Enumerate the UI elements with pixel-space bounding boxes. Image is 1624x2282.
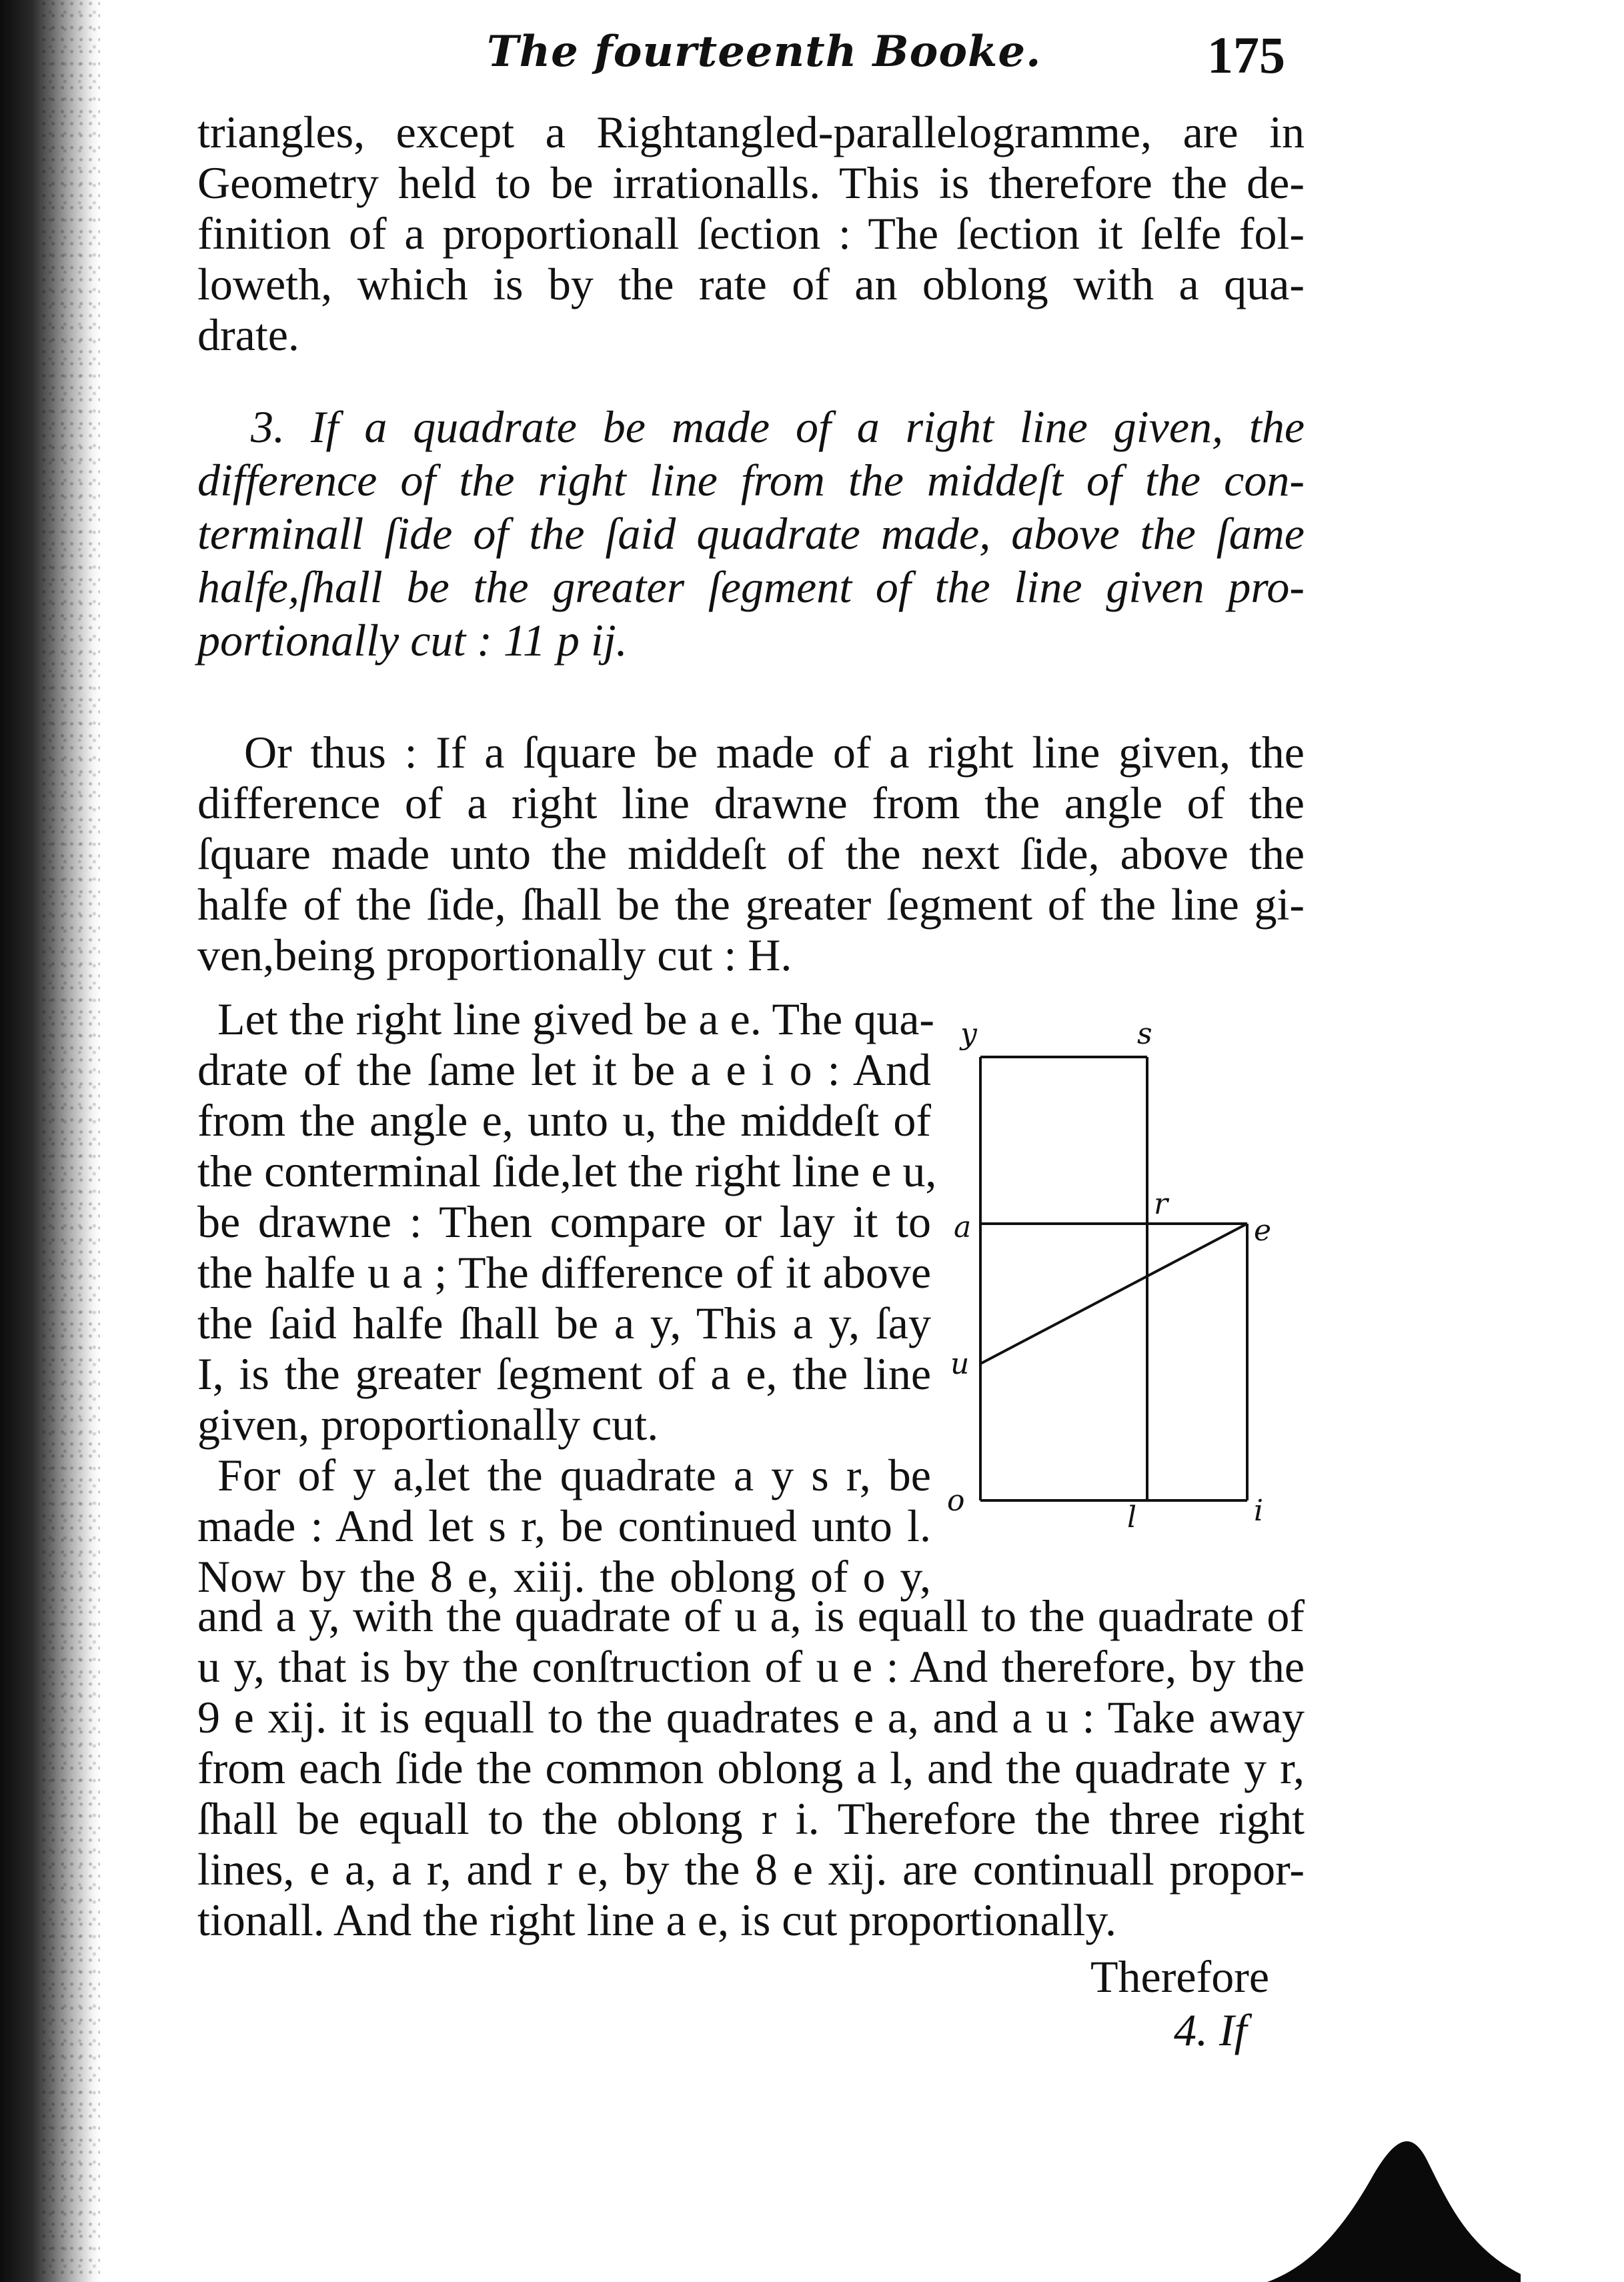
text-line: Let the right line gived be a e. The qua- [217,994,935,1044]
label-l: l [1127,1500,1137,1534]
label-u: u [950,1347,970,1381]
text-line: lines, e a, a r, and r e, by the 8 e xij. are continuall propor- [197,1844,1305,1895]
text-line: ſhall be equall to the oblong r i. Therefore the three right [197,1793,1305,1844]
text-line: from the angle e, unto u, the middeſt of [197,1095,931,1146]
text-line: drate of the ſame let it be a e i o : And [197,1044,931,1095]
text-line: triangles, except a Rightangled-parallelogramme, are in [197,107,1305,157]
therefore-catch: Therefore [1090,1951,1270,2002]
page-number: 175 [1207,26,1285,84]
text-line: For of y a,let the quadrate a y s r, be [217,1450,931,1500]
text-line: 3. If a quadrate be made of a right line given, the [251,401,1305,452]
ink-blot [1267,2101,1521,2282]
text-line: tionall. And the right line a e, is cut proportionally. [197,1895,1116,1945]
proposition-3 [197,400,1305,667]
label-r: r [1154,1187,1168,1221]
paragraph-definition [197,107,1305,360]
text-line: u y, that is by the conſtruction of u e : And therefore, by the [197,1641,1305,1692]
text-line: Or thus : If a ſquare be made of a right line given, the [244,727,1305,778]
text-line: Geometry held to be irrationalls. This is therefore the de- [197,157,1305,208]
text-line: halfe,ſhall be the greater ſegment of the line given pro- [197,561,1305,612]
running-title: The fourteenth Booke. [487,27,1042,77]
text-line: halfe of the ſide, ſhall be the greater ſegment of the line gi- [197,879,1305,930]
text-line: drate. [197,309,299,360]
label-s: s [1137,1017,1152,1051]
text-line: given, proportionally cut. [197,1399,659,1450]
text-line: from each ſide the common oblong a l, and the quadrate y r, [197,1743,1305,1793]
binding-speckle [40,0,100,2282]
text-line: ven,being proportionally cut : H. [197,930,792,980]
line-u-e [980,1224,1247,1364]
text-line: the halfe u a ; The difference of it above [197,1247,931,1298]
geometry-diagram [934,994,1281,1547]
text-line: 9 e xij. it is equall to the quadrates e a, and a u : Take away [197,1692,1305,1743]
text-line: be drawne : Then compare or lay it to [197,1196,931,1247]
label-a: a [954,1210,972,1244]
text-line: the ſaid halfe ſhall be a y, This a y, ſay [197,1298,931,1348]
label-e: e [1254,1214,1272,1248]
label-y: y [960,1017,977,1051]
text-line: made : And let s r, be continued unto l. [197,1500,931,1551]
text-line: difference of a right line drawne from the angle of the [197,778,1305,828]
label-o: o [947,1484,965,1518]
label-i: i [1254,1494,1264,1528]
text-line: and a y, with the quadrate of u a, is equall to the quadrate of [197,1590,1305,1641]
paragraph-or-thus [197,727,1305,980]
text-line: I, is the greater ſegment of a e, the line [197,1348,931,1399]
demonstration-wide [197,1590,1305,1945]
text-line: ſquare made unto the middeſt of the next ſide, above the [197,828,1305,879]
text-line: loweth, which is by the rate of an oblong with a qua- [197,259,1305,309]
text-line: the conterminal ſide,let the right line e u, [197,1146,937,1196]
text-line: difference of the right line from the middeſt of the con- [197,455,1305,505]
demonstration-narrow [197,994,937,1602]
catchword: 4. If [1174,2005,1247,2055]
text-line: terminall ſide of the ſaid quadrate made, above the ſame [197,508,1305,559]
text-line: portionally cut : 11 p ij. [197,615,628,666]
text-line: Now by the 8 e, xiij. the oblong of o y, [197,1551,931,1602]
text-line: finition of a proportionall ſection : The ſection it ſelfe fol- [197,208,1305,259]
